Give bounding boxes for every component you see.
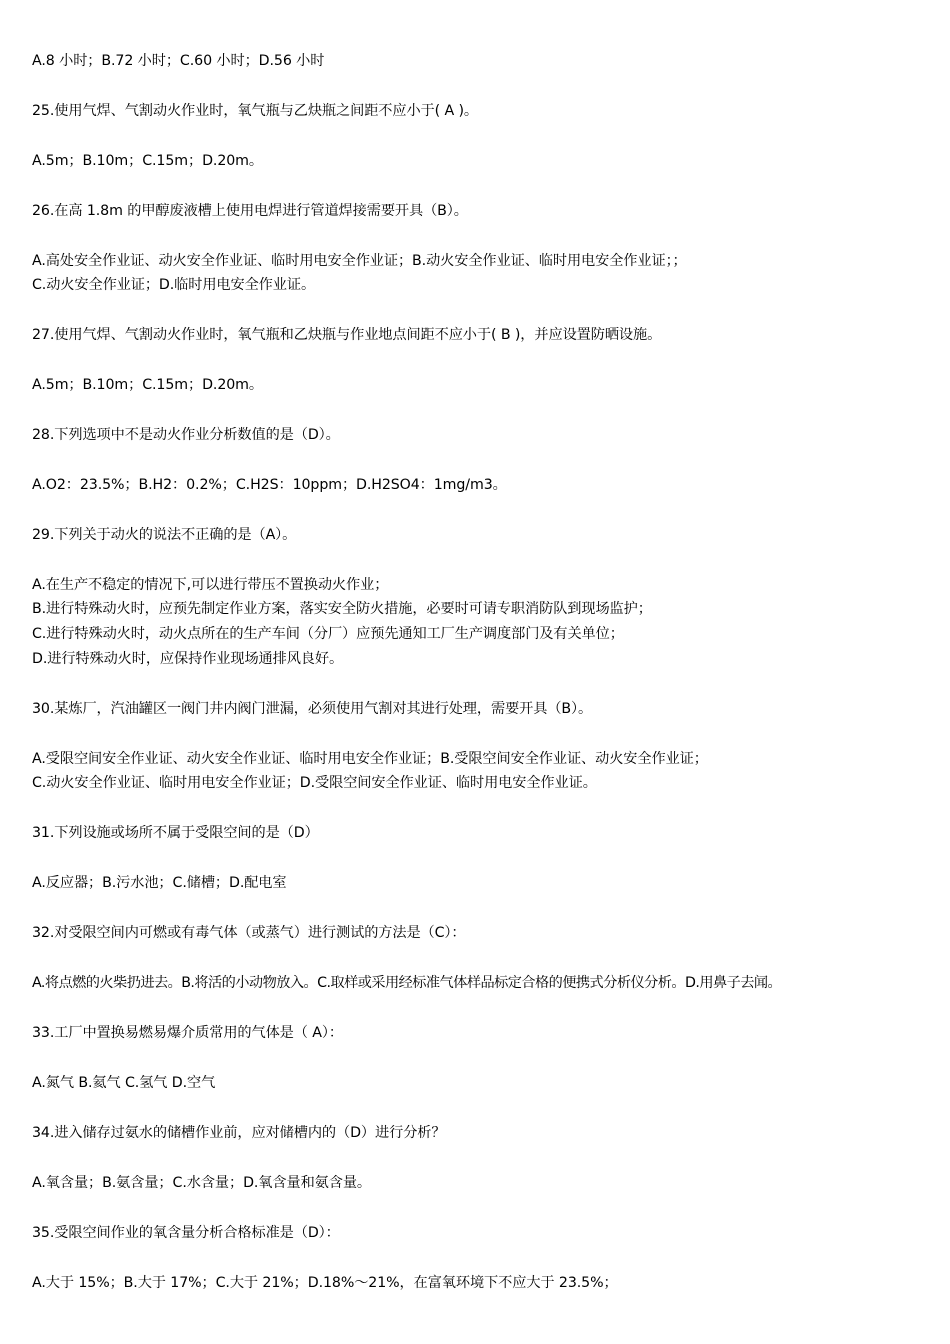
answer-options-35: A.大于 15%；B.大于 17%；C.大于 21%；D.18%～21%，在富氧环境下不应大于 23.5%； xyxy=(32,1275,618,1291)
answer-options-33: A.氮气 B.氦气 C.氢气 D.空气 xyxy=(32,1075,216,1091)
answer-options-34: A.氧含量；B.氨含量；C.水含量；D.氧含量和氨含量。 xyxy=(32,1175,372,1191)
answer-options-31: A.反应器；B.污水池；C.储槽；D.配电室 xyxy=(32,875,287,891)
answer-options-26-line2: C.动火安全作业证；D.临时用电安全作业证。 xyxy=(32,277,316,293)
question-28: 28.下列选项中不是动火作业分析数值的是（D）。 xyxy=(32,427,340,443)
answer-option-29-c: C.进行特殊动火时，动火点所在的生产车间（分厂）应预先通知工厂生产调度部门及有关单位； xyxy=(32,626,624,642)
answer-options-28: A.O2：23.5%；B.H2：0.2%；C.H2S：10ppm；D.H2SO4：1mg/m3。 xyxy=(32,477,507,493)
answer-options-24: A.8 小时；B.72 小时；C.60 小时；D.56 小时 xyxy=(32,53,325,69)
question-25: 25.使用气焊、气割动火作业时，氧气瓶与乙炔瓶之间距不应小于( A )。 xyxy=(32,103,479,119)
answer-options-30-line1: A.受限空间安全作业证、动火安全作业证、临时用电安全作业证；B.受限空间安全作业证、动火安全作业证； xyxy=(32,751,708,767)
question-26: 26.在高 1.8m 的甲醇废液槽上使用电焊进行管道焊接需要开具（B）。 xyxy=(32,203,468,219)
answer-options-30-line2: C.动火安全作业证、临时用电安全作业证；D.受限空间安全作业证、临时用电安全作业证。 xyxy=(32,775,597,791)
answer-option-29-a: A.在生产不稳定的情况下,可以进行带压不置换动火作业； xyxy=(32,577,389,593)
question-33: 33.工厂中置换易燃易爆介质常用的气体是（ A）： xyxy=(32,1025,343,1041)
question-27: 27.使用气焊、气割动火作业时，氧气瓶和乙炔瓶与作业地点间距不应小于( B )，并应设置防晒设施。 xyxy=(32,327,662,343)
answer-option-29-b: B.进行特殊动火时，应预先制定作业方案，落实安全防火措施，必要时可请专职消防队到现场监护； xyxy=(32,601,652,617)
answer-options-32: A.将点燃的火柴扔进去。B.将活的小动物放入。C.取样或采用经标准气体样品标定合格的便携式分析仪分析。D.用鼻子去闻。 xyxy=(32,975,782,991)
question-35: 35.受限空间作业的氧含量分析合格标准是（D）： xyxy=(32,1225,340,1241)
question-31: 31.下列设施或场所不属于受限空间的是（D） xyxy=(32,825,319,841)
answer-options-27: A.5m；B.10m；C.15m；D.20m。 xyxy=(32,377,263,393)
question-34: 34.进入储存过氨水的储槽作业前，应对储槽内的（D）进行分析？ xyxy=(32,1125,446,1141)
question-30: 30.某炼厂，汽油罐区一阀门井内阀门泄漏，必须使用气割对其进行处理，需要开具（B）。 xyxy=(32,701,593,717)
question-29: 29.下列关于动火的说法不正确的是（A）。 xyxy=(32,527,297,543)
answer-options-25: A.5m；B.10m；C.15m；D.20m。 xyxy=(32,153,263,169)
question-32: 32.对受限空间内可燃或有毒气体（或蒸气）进行测试的方法是（C）： xyxy=(32,925,466,941)
answer-options-26-line1: A.高处安全作业证、动火安全作业证、临时用电安全作业证；B.动火安全作业证、临时用电安全作业证；； xyxy=(32,253,687,269)
answer-option-29-d: D.进行特殊动火时，应保持作业现场通排风良好。 xyxy=(32,651,344,667)
